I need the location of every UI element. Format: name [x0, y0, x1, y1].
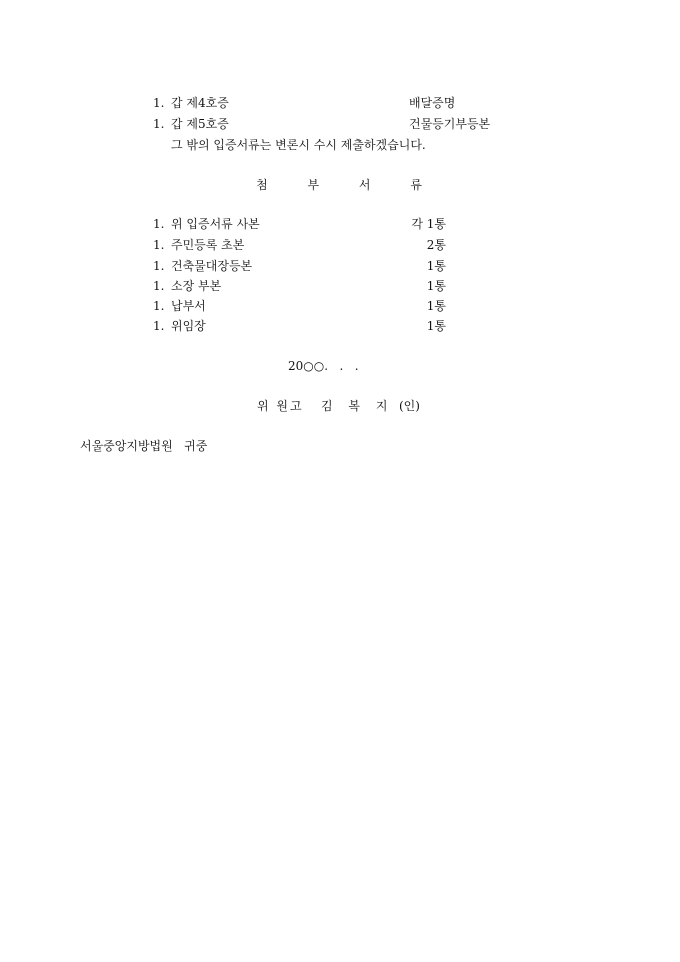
attachments-title: 첨 부 서 류	[256, 178, 440, 192]
signature-seal: (인)	[399, 399, 420, 413]
attachment-item-5-label: 납부서	[171, 299, 206, 313]
attachment-item-1-number: 1.	[153, 217, 165, 231]
attachment-item-5-count: 1통	[426, 299, 446, 313]
attachment-item-6-number: 1.	[153, 319, 165, 333]
attachment-item-4-label: 소장 부본	[171, 279, 222, 293]
evidence-item-1-label: 갑 제4호증	[171, 96, 229, 110]
attachment-item-2-label: 주민등록 초본	[171, 238, 245, 252]
evidence-item-2-label: 갑 제5호증	[171, 117, 229, 131]
attachment-item-4-count: 1통	[426, 279, 446, 293]
attachment-item-3-count: 1통	[426, 259, 446, 273]
document-date: 20○○. . .	[288, 359, 359, 373]
signer-role: 위 원고	[257, 399, 304, 413]
attachment-item-3-label: 건축물대장등본	[171, 259, 253, 273]
evidence-item-2-value: 건물등기부등본	[409, 117, 491, 131]
attachment-item-4-number: 1.	[153, 279, 165, 293]
attachment-item-5-number: 1.	[153, 299, 165, 313]
evidence-note: 그 밖의 입증서류는 변론시 수시 제출하겠습니다.	[171, 138, 426, 152]
attachment-item-1-count: 각 1통	[411, 217, 446, 231]
signer-name: 김 복 지	[321, 399, 394, 413]
attachment-item-3-number: 1.	[153, 259, 165, 273]
attachment-item-6-label: 위임장	[171, 319, 206, 333]
evidence-item-1-number: 1.	[153, 96, 165, 110]
evidence-item-2-number: 1.	[153, 117, 165, 131]
attachment-item-1-label: 위 입증서류 사본	[171, 217, 260, 231]
court-addressee: 서울중앙지방법원 귀중	[80, 439, 208, 453]
attachment-item-6-count: 1통	[426, 319, 446, 333]
evidence-item-1-value: 배달증명	[409, 96, 456, 110]
attachment-item-2-number: 1.	[153, 238, 165, 252]
attachment-item-2-count: 2통	[426, 238, 446, 252]
